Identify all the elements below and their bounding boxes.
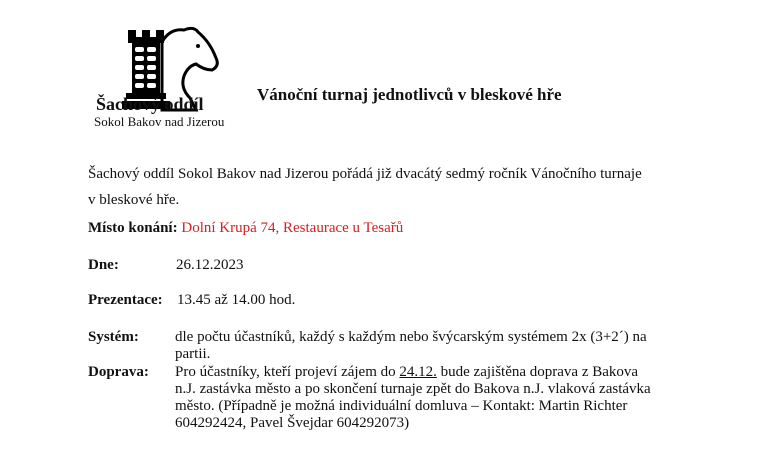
registration-value: 13.45 až 14.00 hod. xyxy=(177,292,296,308)
intro-line-1: Šachový oddíl Sokol Bakov nad Jizerou pořádá již dvacátý sedmý ročník Vánočního turnaje xyxy=(88,166,642,182)
transport-deadline: 24.12. xyxy=(399,364,437,380)
system-label: Systém: xyxy=(88,329,139,345)
venue-row xyxy=(88,220,403,237)
logo-club-name: Šachový oddíl xyxy=(96,94,204,114)
page-title: Vánoční turnaj jednotlivců v bleskové hře xyxy=(257,85,562,104)
venue-value: Dolní Krupá 74, Restaurace u Tesařů xyxy=(181,220,404,236)
system-line-2: partii. xyxy=(175,346,211,362)
transport-line-4: 604292424, Pavel Švejdar 604292073) xyxy=(175,415,410,431)
registration-label: Prezentace: xyxy=(88,292,163,308)
transport-text: bude zajištěna doprava z Bakova xyxy=(436,364,639,380)
system-line-1: dle počtu účastníků, každý s každým nebo švýcarským systémem 2x (3+2´) na xyxy=(175,329,647,345)
transport-label: Doprava: xyxy=(88,364,149,380)
date-value: 26.12.2023 xyxy=(176,257,244,273)
intro-line-2: v bleskové hře. xyxy=(88,192,180,208)
transport-line-2: n.J. zastávka město a po skončení turnaje zpět do Bakova n.J. vlaková zastávka xyxy=(175,381,651,397)
date-label: Dne: xyxy=(88,257,119,273)
transport-line-3: město. (Případně je možná individuální domluva – Kontakt: Martin Richter xyxy=(175,398,628,414)
transport-text: Pro účastníky, kteří projeví zájem do xyxy=(175,364,400,380)
venue-label: Místo konání: xyxy=(88,220,178,236)
transport-line-1 xyxy=(175,364,638,381)
logo-subtitle: Sokol Bakov nad Jizerou xyxy=(94,114,225,129)
